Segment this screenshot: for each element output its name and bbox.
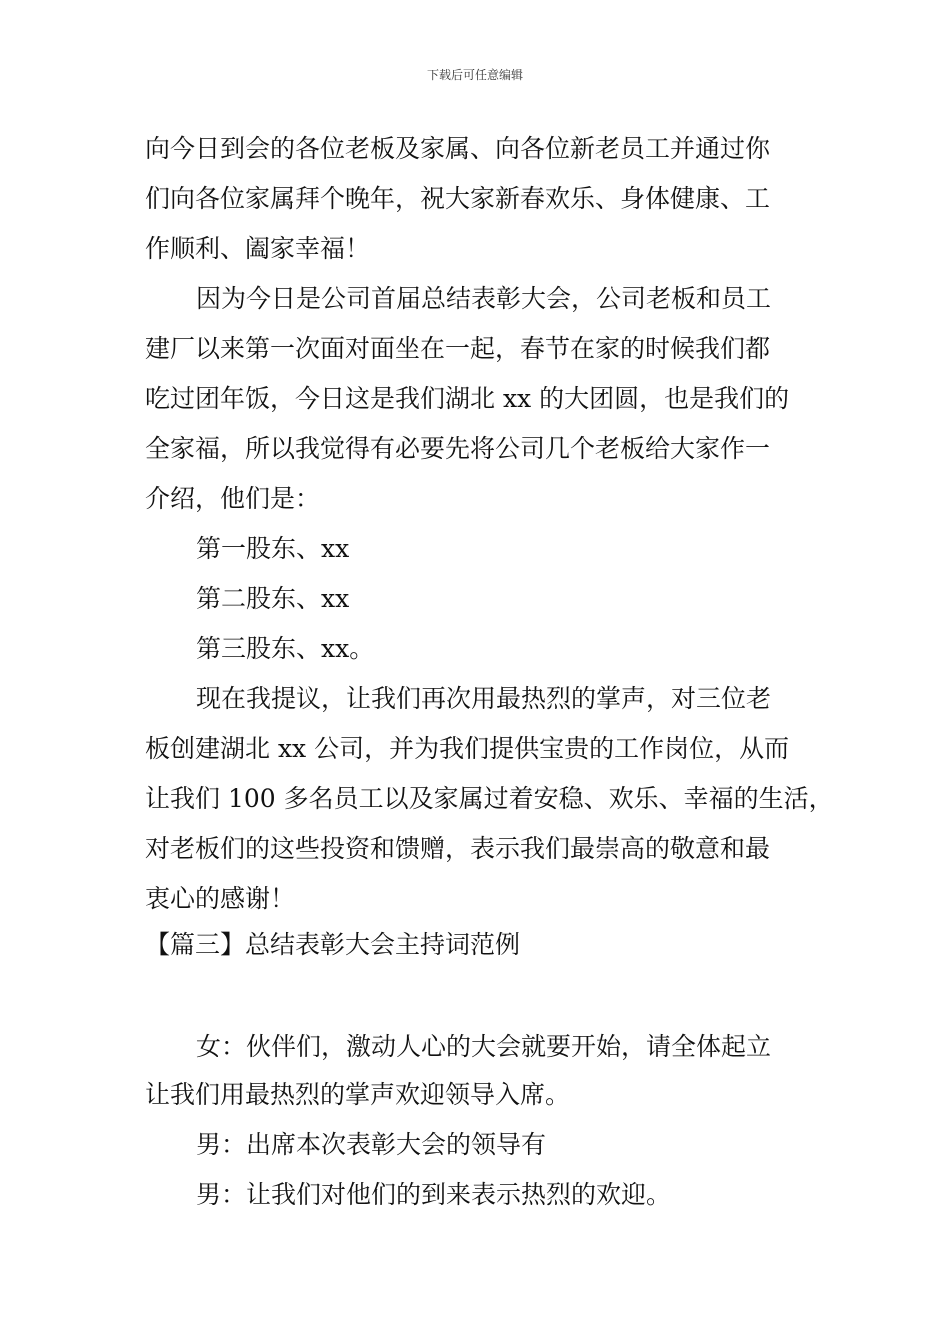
list-item: 第二股东、xx bbox=[196, 584, 350, 613]
paragraph-line: 介绍，他们是： bbox=[145, 484, 321, 513]
dialogue-line: 男：出席本次表彰大会的领导有 bbox=[196, 1130, 547, 1159]
list-item: 第一股东、xx bbox=[196, 534, 350, 563]
paragraph-line: 衷心的感谢！ bbox=[145, 884, 296, 913]
paragraph-line: 吃过团年饭，今日这是我们湖北 xx 的大团圆，也是我们的 bbox=[145, 384, 790, 413]
dialogue-line: 男：让我们对他们的到来表示热烈的欢迎。 bbox=[196, 1180, 672, 1209]
dialogue-line: 让我们用最热烈的掌声欢迎领导入席。 bbox=[145, 1080, 571, 1109]
paragraph-line: 现在我提议，让我们再次用最热烈的掌声，对三位老 bbox=[196, 684, 772, 713]
paragraph-line: 板创建湖北 xx 公司，并为我们提供宝贵的工作岗位，从而 bbox=[145, 734, 790, 763]
paragraph-line: 让我们 100 多名员工以及家属过着安稳、欢乐、幸福的生活， bbox=[145, 784, 834, 813]
paragraph-line: 全家福，所以我觉得有必要先将公司几个老板给大家作一 bbox=[145, 434, 771, 463]
list-item: 第三股东、xx。 bbox=[196, 634, 375, 663]
paragraph-line: 因为今日是公司首届总结表彰大会，公司老板和员工 bbox=[196, 284, 772, 313]
header-note: 下载后可任意编辑 bbox=[426, 68, 523, 82]
paragraph-line: 们向各位家属拜个晚年，祝大家新春欢乐、身体健康、工 bbox=[145, 184, 771, 213]
paragraph-line: 建厂以来第一次面对面坐在一起，春节在家的时候我们都 bbox=[145, 334, 771, 363]
paragraph-line: 作顺利、阖家幸福！ bbox=[145, 234, 371, 263]
paragraph-line: 向今日到会的各位老板及家属、向各位新老员工并通过你 bbox=[145, 134, 771, 163]
section-heading: 【篇三】总结表彰大会主持词范例 bbox=[145, 930, 521, 959]
paragraph-line: 对老板们的这些投资和馈赠，表示我们最崇高的敬意和最 bbox=[145, 834, 771, 863]
dialogue-line: 女：伙伴们，激动人心的大会就要开始，请全体起立 bbox=[196, 1032, 772, 1061]
